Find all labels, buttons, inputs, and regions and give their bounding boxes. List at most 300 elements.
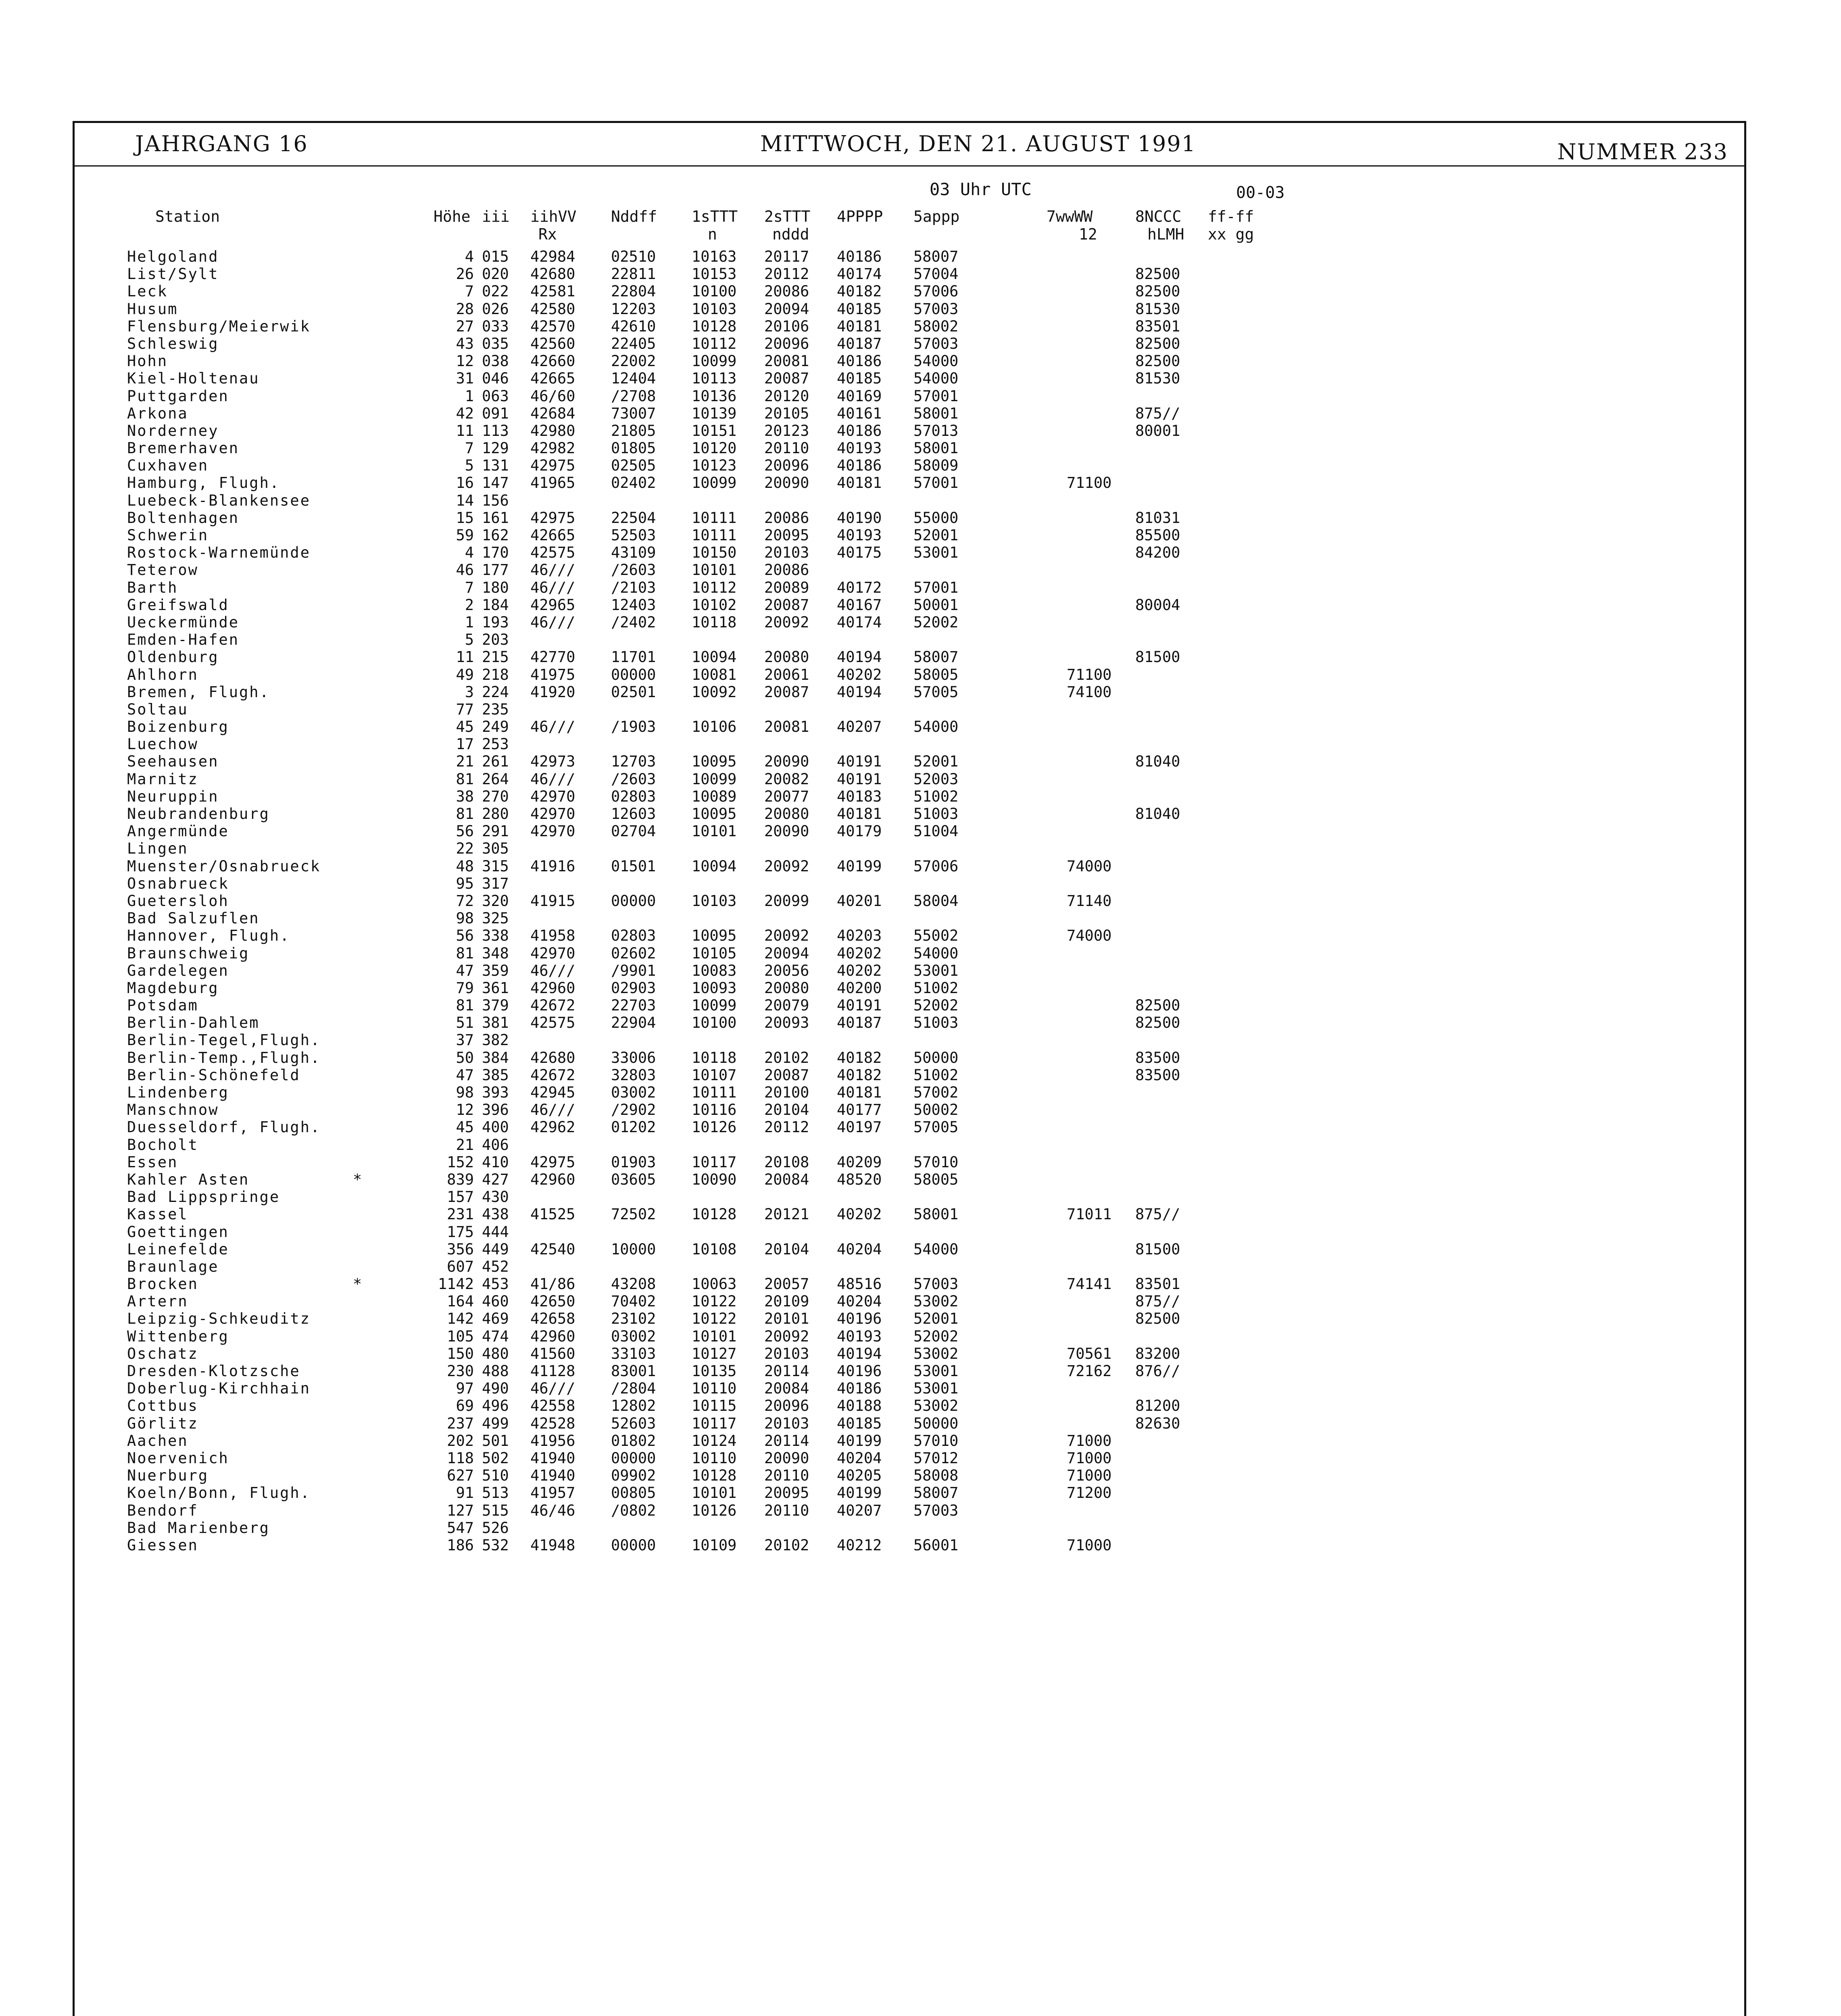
station-id: 270 (482, 787, 509, 805)
group-4pppp: 48516 (837, 1275, 882, 1293)
group-ihvv: 42575 (530, 1014, 575, 1032)
group-4pppp: 40186 (837, 422, 882, 439)
group-2sttt: 20061 (764, 666, 809, 683)
group-5appp: 57001 (913, 474, 959, 492)
group-4pppp: 40181 (837, 317, 882, 335)
station-id: 444 (482, 1223, 509, 1241)
group-1sttt: 10128 (692, 317, 737, 335)
group-2sttt: 20102 (764, 1536, 809, 1554)
group-8nccc: 82500 (1135, 997, 1180, 1014)
group-nddff: /2603 (611, 770, 656, 788)
station-height: 22 (456, 840, 474, 858)
group-2sttt: 20114 (764, 1362, 809, 1380)
group-1sttt: 10111 (692, 527, 737, 544)
station-id: 410 (482, 1153, 509, 1171)
station-height: 12 (456, 1101, 474, 1119)
group-1sttt: 10107 (692, 1066, 737, 1084)
group-2sttt: 20080 (764, 805, 809, 823)
station-name: Soltau (127, 700, 188, 718)
group-4pppp: 40191 (837, 997, 882, 1014)
group-4pppp: 40194 (837, 648, 882, 666)
station-height: 56 (456, 823, 474, 840)
station-height: 3 (465, 683, 474, 701)
station-name: Osnabrueck (127, 875, 229, 892)
group-8nccc: 82630 (1135, 1414, 1180, 1432)
station-name: Luechow (127, 735, 198, 753)
group-4pppp: 40186 (837, 248, 882, 265)
col-c6: 5appp (913, 208, 960, 225)
group-1sttt: 10103 (692, 300, 737, 318)
group-1sttt: 10122 (692, 1310, 737, 1328)
station-id: 131 (482, 457, 509, 475)
station-name: Bendorf (127, 1502, 198, 1519)
group-2sttt: 20086 (764, 561, 809, 579)
station-id: 046 (482, 370, 509, 387)
station-height: 69 (456, 1397, 474, 1415)
group-2sttt: 20092 (764, 927, 809, 945)
group-1sttt: 10090 (692, 1170, 737, 1188)
group-5appp: 57004 (913, 265, 959, 283)
group-ihvv: 42960 (530, 1327, 575, 1345)
group-2sttt: 20109 (764, 1293, 809, 1310)
group-5appp: 58001 (913, 1206, 959, 1223)
group-4pppp: 40205 (837, 1467, 882, 1485)
station-height: 1142 (438, 1275, 474, 1293)
observation-time: 03 Uhr UTC (930, 179, 1032, 199)
group-nddff: 32803 (611, 1066, 656, 1084)
group-nddff: 10000 (611, 1240, 656, 1258)
group-nddff: 02602 (611, 944, 656, 962)
group-4pppp: 40196 (837, 1362, 882, 1380)
group-ihvv: 42660 (530, 352, 575, 370)
group-4pppp: 40202 (837, 962, 882, 979)
station-id: 161 (482, 509, 509, 527)
station-height: 2 (465, 596, 474, 614)
group-5appp: 57010 (913, 1432, 959, 1450)
station-id: 113 (482, 422, 509, 439)
station-id: 400 (482, 1118, 509, 1136)
group-nddff: 52603 (611, 1414, 656, 1432)
group-1sttt: 10094 (692, 857, 737, 875)
group-4pppp: 40191 (837, 753, 882, 771)
group-1sttt: 10124 (692, 1432, 737, 1450)
station-id: 381 (482, 1014, 509, 1032)
group-7wwww: 71100 (1067, 666, 1112, 683)
group-2sttt: 20101 (764, 1310, 809, 1328)
station-name: Braunschweig (127, 944, 250, 962)
station-id: 325 (482, 910, 509, 927)
station-height: 45 (456, 1118, 474, 1136)
station-height: 5 (465, 457, 474, 475)
group-4pppp: 40207 (837, 718, 882, 736)
group-2sttt: 20092 (764, 613, 809, 631)
station-height: 186 (447, 1536, 474, 1554)
group-4pppp: 40193 (837, 527, 882, 544)
group-1sttt: 10101 (692, 561, 737, 579)
group-4pppp: 40185 (837, 300, 882, 318)
group-2sttt: 20096 (764, 335, 809, 352)
group-2sttt: 20094 (764, 944, 809, 962)
group-nddff: 22504 (611, 509, 656, 527)
station-name: Flensburg/Meierwik (127, 317, 311, 335)
station-name: Gardelegen (127, 962, 229, 979)
station-name: Barth (127, 579, 178, 596)
group-ihvv: 46/// (530, 1380, 575, 1397)
station-id: 305 (482, 840, 509, 858)
group-2sttt: 20079 (764, 997, 809, 1014)
group-8nccc: 81031 (1135, 509, 1180, 527)
col-station: Station (155, 208, 220, 225)
station-id: 020 (482, 265, 509, 283)
group-4pppp: 40199 (837, 857, 882, 875)
group-2sttt: 20102 (764, 1049, 809, 1066)
group-7wwww: 74000 (1067, 857, 1112, 875)
group-nddff: 22804 (611, 283, 656, 300)
station-id: 180 (482, 579, 509, 596)
station-name: Angermünde (127, 823, 229, 840)
group-4pppp: 40182 (837, 1066, 882, 1084)
group-5appp: 57006 (913, 857, 959, 875)
station-id: 384 (482, 1049, 509, 1066)
group-5appp: 53001 (913, 1362, 959, 1380)
group-nddff: 01202 (611, 1118, 656, 1136)
group-7wwww: 71000 (1067, 1536, 1112, 1554)
group-1sttt: 10099 (692, 997, 737, 1014)
group-1sttt: 10089 (692, 787, 737, 805)
group-ihvv: 46/// (530, 1101, 575, 1119)
group-4pppp: 40182 (837, 283, 882, 300)
group-8nccc: 80004 (1135, 596, 1180, 614)
station-id: 235 (482, 700, 509, 718)
station-height: 127 (447, 1502, 474, 1519)
station-id: 359 (482, 962, 509, 979)
group-nddff: 02704 (611, 823, 656, 840)
station-height: 97 (456, 1380, 474, 1397)
station-height: 38 (456, 787, 474, 805)
group-nddff: /2603 (611, 561, 656, 579)
station-height: 547 (447, 1519, 474, 1537)
group-1sttt: 10112 (692, 335, 737, 352)
group-1sttt: 10083 (692, 962, 737, 979)
group-4pppp: 40175 (837, 544, 882, 562)
group-5appp: 50000 (913, 1049, 959, 1066)
station-name: Berlin-Temp.,Flugh. (127, 1049, 321, 1066)
station-id: 449 (482, 1240, 509, 1258)
station-height: 81 (456, 805, 474, 823)
group-5appp: 57003 (913, 1275, 959, 1293)
group-4pppp: 40186 (837, 352, 882, 370)
group-ihvv: 42973 (530, 753, 575, 771)
station-height: 98 (456, 1084, 474, 1101)
station-id: 203 (482, 631, 509, 649)
station-id: 382 (482, 1031, 509, 1049)
group-1sttt: 10150 (692, 544, 737, 562)
group-1sttt: 10099 (692, 770, 737, 788)
station-id: 147 (482, 474, 509, 492)
group-2sttt: 20090 (764, 753, 809, 771)
group-2sttt: 20086 (764, 283, 809, 300)
group-ihvv: 41957 (530, 1484, 575, 1502)
group-4pppp: 40172 (837, 579, 882, 596)
group-1sttt: 10101 (692, 823, 737, 840)
group-nddff: 00805 (611, 1484, 656, 1502)
group-nddff: 12603 (611, 805, 656, 823)
station-name: Kassel (127, 1206, 188, 1223)
group-2sttt: 20080 (764, 648, 809, 666)
group-nddff: 09902 (611, 1467, 656, 1485)
station-height: 14 (456, 492, 474, 509)
station-name: Boizenburg (127, 718, 229, 736)
col-c8: 8NCCC (1135, 208, 1182, 225)
station-name: Oschatz (127, 1345, 198, 1362)
group-ihvv: 42980 (530, 422, 575, 439)
group-ihvv: 42581 (530, 283, 575, 300)
group-ihvv: 42970 (530, 787, 575, 805)
station-name: Arkona (127, 404, 188, 422)
station-id: 129 (482, 439, 509, 457)
group-5appp: 58004 (913, 892, 959, 910)
group-4pppp: 40187 (837, 335, 882, 352)
group-ihvv: 46/// (530, 770, 575, 788)
station-id: 224 (482, 683, 509, 701)
station-id: 156 (482, 492, 509, 509)
station-height: 47 (456, 1066, 474, 1084)
station-name: Husum (127, 300, 178, 318)
group-nddff: 02803 (611, 927, 656, 945)
group-5appp: 57012 (913, 1449, 959, 1467)
date-label: MITTWOCH, DEN 21. AUGUST 1991 (760, 131, 1197, 156)
group-7wwww: 71140 (1067, 892, 1112, 910)
station-height: 37 (456, 1031, 474, 1049)
station-id: 253 (482, 735, 509, 753)
group-nddff: 02505 (611, 457, 656, 475)
station-id: 427 (482, 1170, 509, 1188)
station-name: Duesseldorf, Flugh. (127, 1118, 321, 1136)
group-ihvv: 42540 (530, 1240, 575, 1258)
group-5appp: 53002 (913, 1293, 959, 1310)
station-id: 193 (482, 613, 509, 631)
header-rule (75, 165, 1744, 167)
group-ihvv: 42672 (530, 997, 575, 1014)
group-5appp: 53001 (913, 962, 959, 979)
group-8nccc: 875// (1135, 1293, 1180, 1310)
group-8nccc: 83501 (1135, 317, 1180, 335)
station-name: Cottbus (127, 1397, 198, 1415)
group-5appp: 54000 (913, 718, 959, 736)
group-2sttt: 20086 (764, 509, 809, 527)
group-2sttt: 20096 (764, 457, 809, 475)
station-id: 438 (482, 1206, 509, 1223)
group-ihvv: 41525 (530, 1206, 575, 1223)
group-ihvv: 41920 (530, 683, 575, 701)
group-5appp: 50000 (913, 1414, 959, 1432)
station-name: Marnitz (127, 770, 198, 788)
group-2sttt: 20108 (764, 1153, 809, 1171)
group-2sttt: 20092 (764, 857, 809, 875)
group-1sttt: 10151 (692, 422, 737, 439)
group-8nccc: 81530 (1135, 370, 1180, 387)
group-2sttt: 20112 (764, 265, 809, 283)
group-ihvv: 41940 (530, 1467, 575, 1485)
col-c3b: n (708, 225, 717, 243)
station-height: 81 (456, 770, 474, 788)
group-8nccc: 83500 (1135, 1066, 1180, 1084)
station-id: 315 (482, 857, 509, 875)
station-name: Bremen, Flugh. (127, 683, 270, 701)
station-id: 261 (482, 753, 509, 771)
group-2sttt: 20057 (764, 1275, 809, 1293)
station-name: Görlitz (127, 1414, 198, 1432)
group-ihvv: 42945 (530, 1084, 575, 1101)
group-ihvv: 41958 (530, 927, 575, 945)
station-name: List/Sylt (127, 265, 219, 283)
group-ihvv: 42650 (530, 1293, 575, 1310)
station-id: 406 (482, 1136, 509, 1154)
group-ihvv: 41965 (530, 474, 575, 492)
group-4pppp: 40181 (837, 805, 882, 823)
station-name: Berlin-Tegel,Flugh. (127, 1031, 321, 1049)
station-height: 7 (465, 579, 474, 596)
group-8nccc: 82500 (1135, 335, 1180, 352)
group-ihvv: 42970 (530, 944, 575, 962)
station-name: Lingen (127, 840, 188, 858)
group-5appp: 57006 (913, 283, 959, 300)
station-name: Aachen (127, 1432, 188, 1450)
group-1sttt: 10095 (692, 805, 737, 823)
group-ihvv: 46/// (530, 718, 575, 736)
station-name: Artern (127, 1293, 188, 1310)
station-name: Guetersloh (127, 892, 229, 910)
station-height: 48 (456, 857, 474, 875)
jahrgang-label: JAHRGANG 16 (135, 131, 308, 156)
station-name: Luebeck-Blankensee (127, 492, 311, 509)
group-ihvv: 42965 (530, 596, 575, 614)
group-1sttt: 10099 (692, 474, 737, 492)
group-nddff: 03002 (611, 1084, 656, 1101)
group-nddff: 22703 (611, 997, 656, 1014)
station-name: Emden-Hafen (127, 631, 240, 649)
station-id: 091 (482, 404, 509, 422)
station-id: 515 (482, 1502, 509, 1519)
group-8nccc: 876// (1135, 1362, 1180, 1380)
station-id: 532 (482, 1536, 509, 1554)
group-ihvv: 41560 (530, 1345, 575, 1362)
group-1sttt: 10111 (692, 509, 737, 527)
group-1sttt: 10128 (692, 1206, 737, 1223)
group-8nccc: 81500 (1135, 1240, 1180, 1258)
group-nddff: 33006 (611, 1049, 656, 1066)
group-2sttt: 20093 (764, 1014, 809, 1032)
group-2sttt: 20090 (764, 823, 809, 840)
col-c1b: Rx (538, 225, 557, 243)
group-ihvv: 42960 (530, 979, 575, 997)
station-id: 496 (482, 1397, 509, 1415)
group-4pppp: 40207 (837, 1502, 882, 1519)
group-5appp: 58007 (913, 248, 959, 265)
station-name: Neuruppin (127, 787, 219, 805)
group-2sttt: 20090 (764, 474, 809, 492)
station-height: 4 (465, 544, 474, 562)
group-2sttt: 20087 (764, 596, 809, 614)
station-name: Rostock-Warnemünde (127, 544, 311, 562)
station-id: 026 (482, 300, 509, 318)
station-id: 033 (482, 317, 509, 335)
station-height: 237 (447, 1414, 474, 1432)
group-nddff: 02803 (611, 787, 656, 805)
group-5appp: 54000 (913, 352, 959, 370)
group-1sttt: 10106 (692, 718, 737, 736)
group-2sttt: 20081 (764, 352, 809, 370)
station-height: 231 (447, 1206, 474, 1223)
group-5appp: 52001 (913, 1310, 959, 1328)
group-ihvv: 41128 (530, 1362, 575, 1380)
station-name: Schwerin (127, 527, 209, 544)
nummer-label: NUMMER 233 (1557, 139, 1728, 165)
group-ihvv: 42575 (530, 544, 575, 562)
group-nddff: 11701 (611, 648, 656, 666)
station-height: 164 (447, 1293, 474, 1310)
group-ihvv: 42665 (530, 527, 575, 544)
group-4pppp: 40212 (837, 1536, 882, 1554)
group-nddff: 42610 (611, 317, 656, 335)
station-height: 7 (465, 283, 474, 300)
group-2sttt: 20077 (764, 787, 809, 805)
group-8nccc: 875// (1135, 1206, 1180, 1223)
group-8nccc: 82500 (1135, 1310, 1180, 1328)
group-7wwww: 74000 (1067, 927, 1112, 945)
col-c9: ff-ff (1208, 208, 1254, 225)
group-ihvv: 42975 (530, 509, 575, 527)
group-ihvv: 42970 (530, 823, 575, 840)
group-nddff: /2804 (611, 1380, 656, 1397)
station-name: Cuxhaven (127, 457, 209, 475)
station-height: 26 (456, 265, 474, 283)
group-2sttt: 20081 (764, 718, 809, 736)
col-c8b: hLMH (1147, 225, 1184, 243)
group-1sttt: 10063 (692, 1275, 737, 1293)
station-name: Potsdam (127, 997, 198, 1014)
station-id: 022 (482, 283, 509, 300)
group-4pppp: 40183 (837, 787, 882, 805)
station-name: Norderney (127, 422, 219, 439)
group-2sttt: 20103 (764, 1345, 809, 1362)
group-2sttt: 20121 (764, 1206, 809, 1223)
station-name: Ueckermünde (127, 613, 240, 631)
group-1sttt: 10101 (692, 1484, 737, 1502)
group-5appp: 57003 (913, 1502, 959, 1519)
station-name: Kahler Asten (127, 1170, 250, 1188)
group-ihvv: 42970 (530, 805, 575, 823)
group-ihvv: 46/// (530, 579, 575, 596)
group-4pppp: 40201 (837, 892, 882, 910)
group-5appp: 50001 (913, 596, 959, 614)
group-5appp: 56001 (913, 1536, 959, 1554)
group-ihvv: 42684 (530, 404, 575, 422)
group-nddff: 03605 (611, 1170, 656, 1188)
station-name: Magdeburg (127, 979, 219, 997)
group-2sttt: 20110 (764, 1502, 809, 1519)
group-5appp: 57001 (913, 387, 959, 405)
group-ihvv: 41/86 (530, 1275, 575, 1293)
group-5appp: 58005 (913, 1170, 959, 1188)
group-nddff: 02402 (611, 474, 656, 492)
group-2sttt: 20056 (764, 962, 809, 979)
station-name: Ahlhorn (127, 666, 198, 683)
group-nddff: 12404 (611, 370, 656, 387)
document-frame (73, 121, 1746, 2016)
group-ihvv: 46/// (530, 613, 575, 631)
station-height: 607 (447, 1258, 474, 1275)
